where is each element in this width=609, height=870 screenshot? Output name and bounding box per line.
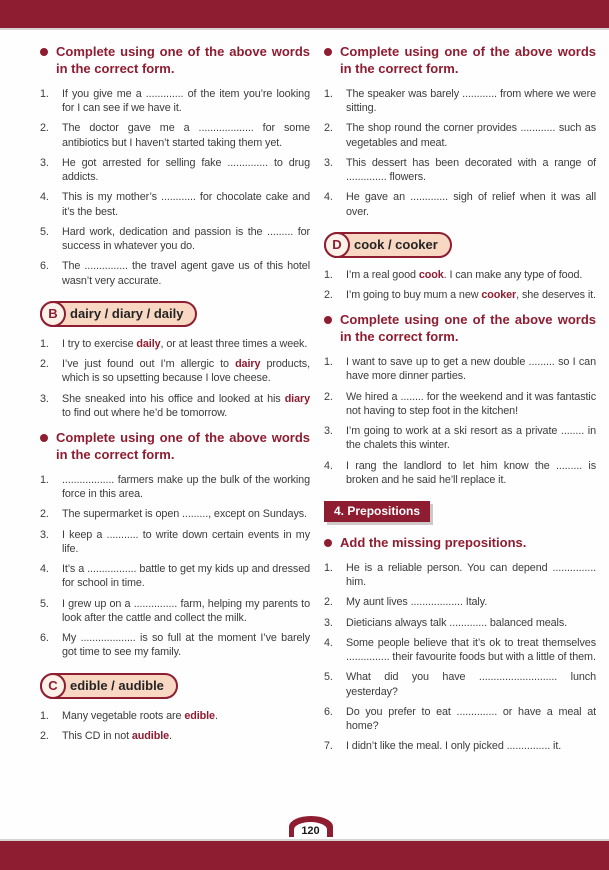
item-text [62, 562, 310, 591]
item-text [346, 670, 596, 699]
list-item [40, 392, 310, 421]
item-text [346, 595, 596, 609]
item-text [346, 390, 596, 419]
exercise-heading [324, 312, 596, 346]
item-text [62, 729, 310, 743]
list-item [40, 597, 310, 626]
list-item [40, 631, 310, 660]
item-number: 5. [324, 671, 333, 684]
pill-letter-badge: D [324, 232, 350, 258]
item-number: 5. [40, 597, 49, 610]
keyword: audible [131, 729, 170, 742]
item-number: 4. [324, 191, 333, 204]
instruction-heading [324, 535, 596, 552]
item-number: 1. [40, 87, 49, 100]
item-number: 3. [324, 425, 333, 438]
list-item [40, 156, 310, 185]
item-text [346, 190, 596, 219]
item-text [62, 597, 310, 626]
list-item [324, 616, 596, 630]
heading-text: Complete using one of the above words in the correct form. [56, 44, 310, 76]
text-segment: . I can make any type of food. [443, 268, 583, 281]
item-number: 4. [40, 191, 49, 204]
heading-text: Complete using one of the above words in the correct form. [340, 312, 596, 345]
exercise-heading [40, 44, 310, 78]
item-text [62, 631, 310, 660]
list-item [324, 87, 596, 116]
item-text [62, 709, 310, 723]
text-segment: This CD in not [62, 729, 132, 742]
item-text [62, 225, 310, 254]
item-text [346, 739, 596, 753]
text-segment: He got arrested for selling fake .............. to drug addicts. [62, 156, 310, 184]
item-text [62, 87, 310, 116]
right-column [324, 42, 596, 764]
item-text [346, 561, 596, 590]
item-text [62, 337, 310, 351]
item-text [346, 355, 596, 384]
item-text [346, 459, 596, 488]
page-content [0, 30, 609, 764]
list-item [40, 87, 310, 116]
list-item [40, 225, 310, 254]
text-segment: Many vegetable roots are [62, 709, 185, 722]
pill-letter-badge: B [40, 301, 66, 327]
text-segment: She sneaked into his office and looked at his [62, 392, 285, 405]
text-segment: The doctor gave me a ................... for some antibiotics but I haven’t started taking them yet. [62, 122, 310, 149]
item-number: 3. [324, 156, 333, 169]
list-item [324, 459, 596, 488]
bullet-icon [40, 48, 48, 56]
list-item [40, 528, 310, 557]
list-item [324, 424, 596, 453]
item-number: 2. [324, 122, 333, 135]
item-number: 3. [324, 616, 333, 629]
list-item [40, 357, 310, 386]
list-item [324, 156, 596, 185]
list-item [324, 670, 596, 699]
text-segment: What did you have ........................... lunch yesterday? [346, 671, 596, 698]
item-number: 3. [40, 156, 49, 169]
text-segment: My aunt lives .................. Italy. [346, 596, 488, 609]
item-number: 2. [40, 122, 49, 135]
text-segment: My ................... is so full at the moment I’ve barely got time to see my family. [62, 632, 310, 659]
item-text [346, 156, 596, 185]
item-text [62, 156, 310, 185]
item-text [62, 473, 310, 502]
list-item [40, 473, 310, 502]
text-segment: The shop round the corner provides ............ such as vegetables and meat. [346, 122, 596, 149]
item-text [346, 288, 596, 302]
list-item [324, 705, 596, 734]
numbered-list [324, 355, 596, 487]
text-segment: , or at least three times a week. [160, 337, 308, 350]
item-number: 1. [40, 337, 49, 350]
text-segment: to find out where he’d be tomorrow. [62, 406, 228, 419]
item-text [62, 190, 310, 219]
list-item [40, 729, 310, 743]
item-number: 2. [324, 596, 333, 609]
item-number: 1. [324, 356, 333, 369]
text-segment: This dessert has been decorated with a range of .............. flowers. [346, 156, 596, 184]
text-segment: . [214, 709, 218, 722]
list-item [40, 709, 310, 723]
numbered-list [40, 337, 310, 420]
list-item [40, 562, 310, 591]
text-segment: We hired a ........ for the weekend and it was fantastic not having to step foot in the kitchen! [346, 390, 596, 417]
numbered-list [40, 473, 310, 660]
item-number: 2. [324, 289, 333, 302]
text-segment: I’m a real good [346, 268, 419, 281]
list-item [324, 739, 596, 753]
numbered-list [324, 87, 596, 219]
list-item [40, 121, 310, 150]
item-number: 6. [40, 632, 49, 645]
numbered-list [40, 709, 310, 744]
item-text [62, 392, 310, 421]
heading-text: Complete using one of the above words in the correct form. [56, 430, 310, 462]
text-segment: I want to save up to get a new double ......... so I can have more dinner parties. [346, 356, 596, 383]
item-number: 1. [40, 709, 49, 722]
item-text [62, 121, 310, 150]
list-item [324, 288, 596, 302]
text-segment: Dieticians always talk ............. balanced meals. [346, 616, 568, 629]
item-number: 1. [40, 473, 49, 486]
pill-label: dairy / diary / daily [70, 306, 184, 322]
text-segment: If you give me a ............. of the item you’re looking for I can see if we have it. [62, 87, 310, 115]
item-text [346, 268, 596, 282]
keyword: daily [136, 337, 161, 350]
bullet-icon [40, 434, 48, 442]
text-segment: The supermarket is open ........., except on Sundays. [62, 508, 307, 521]
list-item [324, 390, 596, 419]
keyword: dairy [235, 358, 261, 371]
item-number: 2. [324, 390, 333, 403]
list-item [40, 337, 310, 351]
section-title-box: 4. Prepositions [324, 501, 430, 522]
numbered-list [40, 87, 310, 288]
pill-label: cook / cooker [354, 237, 438, 253]
text-segment: I’m going to work at a ski resort as a private ........ in the chalets this winter. [346, 425, 596, 452]
word-choice-pill [324, 232, 452, 258]
keyword: cooker [481, 289, 517, 302]
top-border-bar [0, 0, 609, 30]
text-segment: .................. farmers make up the bulk of the working force in this area. [62, 473, 310, 501]
item-number: 6. [40, 260, 49, 273]
list-item [324, 268, 596, 282]
bullet-icon [324, 539, 332, 547]
item-text [346, 87, 596, 116]
text-segment: This is my mother’s ............ for chocolate cake and it’s the best. [62, 191, 310, 218]
text-segment: . [169, 729, 172, 742]
heading-text: Complete using one of the above words in the correct form. [340, 44, 596, 76]
item-number: 4. [324, 459, 333, 472]
text-segment: I keep a ........... to write down certain events in my life. [62, 528, 310, 555]
item-text [346, 424, 596, 453]
item-text [62, 259, 310, 288]
text-segment: I didn’t like the meal. I only picked ............... it. [346, 740, 562, 753]
numbered-list [324, 561, 596, 754]
text-segment: The speaker was barely ............ from where we were sitting. [346, 87, 596, 115]
list-item [40, 507, 310, 521]
item-text [62, 357, 310, 386]
item-text [346, 121, 596, 150]
bottom-border-bar [0, 839, 609, 870]
item-text [62, 507, 310, 521]
text-segment: I’m going to buy mum a new [346, 289, 482, 302]
bullet-icon [324, 316, 332, 324]
text-segment: Some people believe that it’s ok to treat themselves ............... their favourite foods but with a little of them. [346, 636, 596, 664]
pill-letter-badge: C [40, 673, 66, 699]
text-segment: He gave an ............. sigh of relief when it was all over. [346, 191, 596, 218]
item-number: 3. [40, 528, 49, 541]
item-number: 2. [40, 729, 49, 742]
keyword: diary [284, 392, 310, 405]
list-item [324, 121, 596, 150]
exercise-heading [324, 44, 596, 78]
numbered-list [324, 268, 596, 303]
bullet-icon [324, 48, 332, 56]
text-segment: , she deserves it. [516, 289, 596, 302]
word-choice-pill [40, 673, 178, 699]
text-segment: I try to exercise [62, 337, 137, 350]
left-column [40, 42, 310, 764]
item-text [62, 528, 310, 557]
item-number: 3. [40, 392, 49, 405]
exercise-heading [40, 430, 310, 464]
text-segment: I rang the landlord to let him know the ......... is broken and he said he’ll replace it. [346, 459, 596, 486]
item-text [346, 705, 596, 734]
keyword: cook [418, 268, 444, 281]
text-segment: Do you prefer to eat .............. or have a meal at home? [346, 705, 596, 733]
list-item [324, 190, 596, 219]
list-item [324, 636, 596, 665]
keyword: edible [184, 709, 215, 722]
list-item [324, 595, 596, 609]
item-number: 4. [324, 636, 333, 649]
word-choice-pill [40, 301, 197, 327]
text-segment: I’ve just found out I’m allergic to [62, 358, 236, 371]
text-segment: The ............... the travel agent gave us of this hotel wasn’t very accurate. [62, 260, 310, 287]
page-number: 120 [294, 822, 327, 837]
text-segment: I grew up on a ............... farm, helping my parents to look after the cattle and collect the milk. [62, 597, 310, 624]
list-item [40, 259, 310, 288]
item-number: 7. [324, 740, 333, 753]
item-number: 2. [40, 358, 49, 371]
heading-text: Add the missing prepositions. [340, 535, 527, 551]
item-number: 1. [324, 268, 333, 281]
list-item [324, 561, 596, 590]
item-number: 2. [40, 508, 49, 521]
pill-label: edible / audible [70, 678, 164, 694]
page-number-badge [289, 816, 333, 837]
list-item [324, 355, 596, 384]
item-number: 1. [324, 87, 333, 100]
item-text [346, 616, 596, 630]
text-segment: It’s a ................. battle to get my kids up and dressed for school in time. [62, 563, 310, 590]
item-number: 1. [324, 561, 333, 574]
item-number: 4. [40, 563, 49, 576]
list-item [40, 190, 310, 219]
text-segment: He is a reliable person. You can depend ............... him. [346, 561, 596, 589]
text-segment: products, which is so upsetting because I love cheese. [62, 358, 310, 385]
item-number: 5. [40, 225, 49, 238]
item-text [346, 636, 596, 665]
text-segment: Hard work, dedication and passion is the ......... for success in whatever you do. [62, 225, 310, 253]
item-number: 6. [324, 705, 333, 718]
